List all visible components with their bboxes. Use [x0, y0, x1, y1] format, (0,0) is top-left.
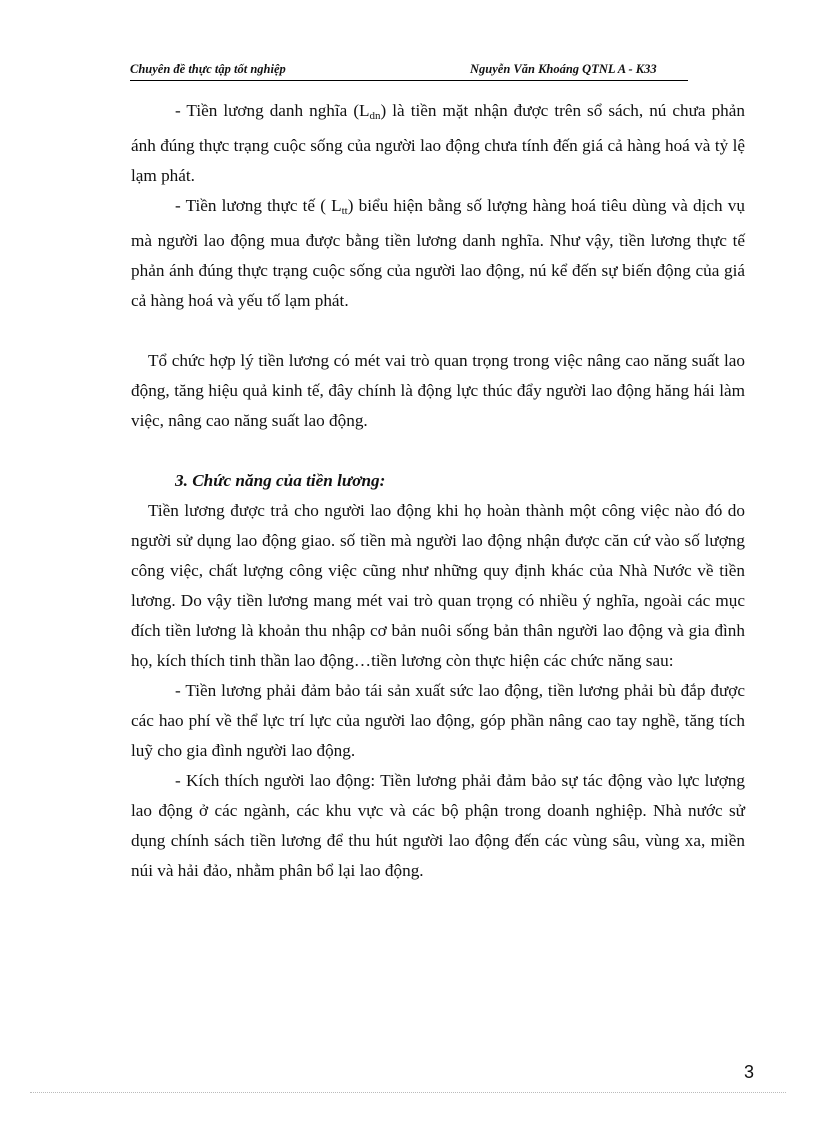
- footer-divider: [30, 1092, 786, 1093]
- nominal-wage-text-end: ) là tiền mặt nhận được trên sổ sách, nú chưa phản ánh đúng thực trạng cuộc sống của người lao động chưa tính đến giá cả hàng hoá và tỷ lệ lạm phát.: [131, 101, 745, 185]
- paragraph-nominal-wage: [131, 96, 745, 191]
- paragraph-function-stimulation: - Kích thích người lao động: Tiền lương phải đảm bảo sự tác động vào lực lượng lao động ở các ngành, các khu vực và các bộ phận trong doanh nghiệp. Nhà nước sử dụng chính sách tiền lương để thu hút người lao động đến các vùng sâu, vùng xa, miền núi và hải đảo, nhằm phân bổ lại lao động.: [131, 771, 745, 880]
- page-header: [130, 60, 688, 81]
- section-heading: 3. Chức năng của tiền lương:: [175, 471, 386, 490]
- header-author: Nguyễn Văn Khoáng QTNL A - K33: [470, 62, 657, 76]
- real-wage-text-end: ) biểu hiện bằng số lượng hàng hoá tiêu dùng và dịch vụ mà người lao động mua được bằng tiền lương danh nghĩa. Như vậy, tiền lương thực tế phản ánh đúng thực trạng cuộc sống của người lao động, nú kể đến sự biến động của giá cả hàng hoá và yếu tố lạm phát.: [131, 196, 745, 310]
- paragraph-wage-organization: Tổ chức hợp lý tiền lương có mét vai trò quan trọng trong việc nâng cao năng suất lao động, tăng hiệu quả kinh tế, đây chính là động lực thúc đẩy người lao động hăng hái làm việc, nâng cao năng suất lao động.: [131, 351, 745, 430]
- paragraph-real-wage: [131, 191, 745, 316]
- real-wage-text-start: - Tiền lương thực tế ( L: [175, 196, 342, 215]
- paragraph-function-reproduction: - Tiền lương phải đảm bảo tái sản xuất sức lao động, tiền lương phải bù đắp được các hao phí về thể lực trí lực của người lao động, góp phần nâng cao tay nghề, tăng tích luỹ cho gia đình người lao động.: [131, 681, 745, 760]
- real-wage-subscript: tt: [341, 205, 348, 217]
- nominal-wage-subscript: dn: [369, 110, 381, 122]
- spacer: [131, 436, 745, 466]
- document-body: [131, 96, 745, 886]
- spacer: [131, 316, 745, 346]
- paragraph-wage-functions-intro: Tiền lương được trả cho người lao động khi họ hoàn thành một công việc nào đó do người sử dụng lao động giao. số tiền mà người lao động nhận được căn cứ vào số lượng công việc, chất lượng công việc cũng như những quy định khác của Nhà Nước về tiền lương. Do vậy tiền lương mang mét vai trò quan trọng có nhiều ý nghĩa, ngoài các mục đích tiền lương là khoản thu nhập cơ bản nuôi sống bản thân người lao động và gia đình họ, kích thích tinh thần lao động…tiền lương còn thực hiện các chức năng sau:: [131, 501, 745, 670]
- header-document-title: Chuyên đề thực tập tốt nghiệp: [130, 62, 286, 76]
- page-number: 3: [744, 1062, 755, 1082]
- nominal-wage-text-start: - Tiền lương danh nghĩa (L: [175, 101, 370, 120]
